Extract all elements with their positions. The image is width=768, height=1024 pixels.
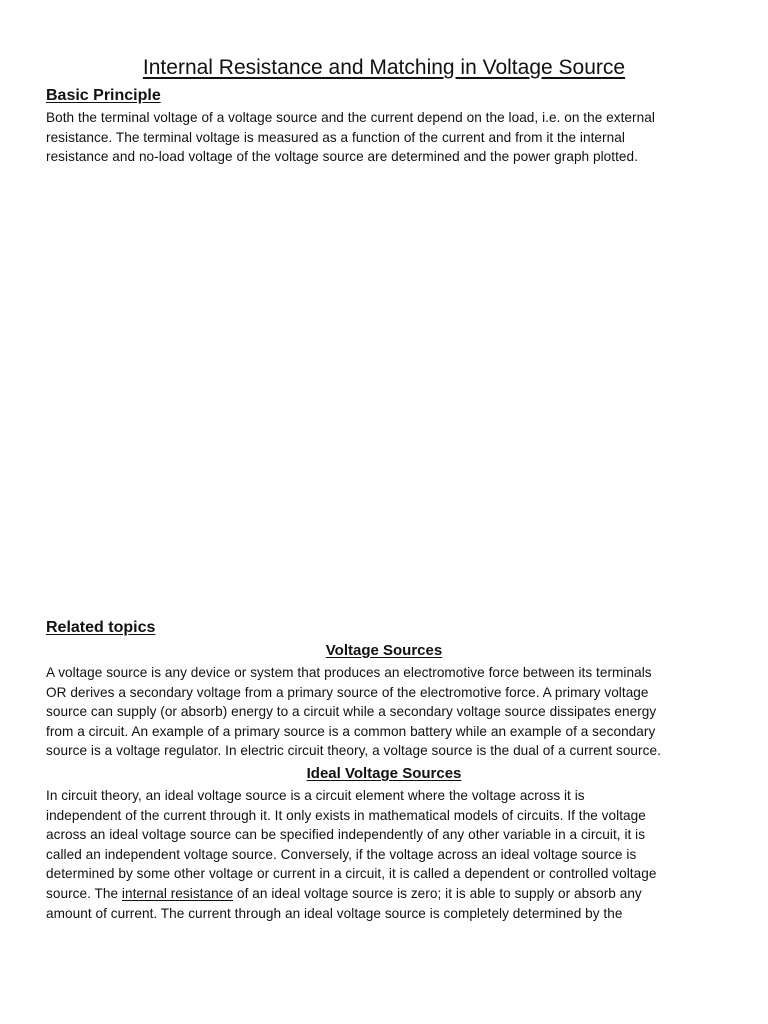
heading-basic-principle: Basic Principle [46, 87, 161, 104]
heading-related-topics: Related topics [46, 619, 156, 636]
internal-resistance-link[interactable]: internal resistance [121, 885, 234, 901]
text-line: independent of the current through it. It only exists in mathematical models of circuits. If the voltage [46, 807, 646, 823]
paragraph-ideal-voltage-sources [46, 786, 736, 923]
page-title: Internal Resistance and Matching in Voltage Source [142, 56, 626, 79]
text-line: OR derives a secondary voltage from a primary source of the electromotive force. A primary voltage [46, 684, 649, 700]
text-line: called an independent voltage source. Conversely, if the voltage across an ideal voltage source is [46, 846, 637, 862]
heading-voltage-sources: Voltage Sources [325, 642, 443, 659]
text-line: In circuit theory, an ideal voltage source is a circuit element where the voltage across it is [46, 788, 585, 803]
text-line-with-link [46, 884, 736, 904]
text-line: resistance and no-load voltage of the voltage source are determined and the power graph plotted. [46, 149, 638, 165]
text-line: determined by some other voltage or current in a circuit, it is called a dependent or controlled voltage [46, 866, 657, 882]
text-line: source can supply (or absorb) energy to a circuit while a secondary voltage source dissipates energy [46, 704, 657, 720]
text-line: source is a voltage regulator. In electric circuit theory, a voltage source is the dual of a current source. [46, 743, 661, 759]
text-line: Both the terminal voltage of a voltage source and the current depend on the load, i.e. on the external [46, 110, 655, 125]
text-line: from a circuit. An example of a primary source is a common battery while an example of a secondary [46, 723, 656, 739]
text-fragment: of an ideal voltage source is zero; it is able to supply or absorb any [233, 885, 642, 901]
blank-figure-area [46, 180, 726, 600]
text-line: across an ideal voltage source can be specified independently of any other variable in a circuit, it is [46, 827, 646, 843]
paragraph-voltage-sources [46, 663, 736, 761]
paragraph-basic-principle [46, 108, 736, 167]
text-line: resistance. The terminal voltage is measured as a function of the current and from it the internal [46, 129, 625, 145]
text-fragment: source. The [46, 885, 122, 901]
heading-ideal-voltage-sources: Ideal Voltage Sources [306, 765, 462, 782]
text-line: amount of current. The current through an ideal voltage source is completely determined by the [46, 905, 623, 921]
text-line: A voltage source is any device or system that produces an electromotive force between its terminals [46, 665, 652, 680]
